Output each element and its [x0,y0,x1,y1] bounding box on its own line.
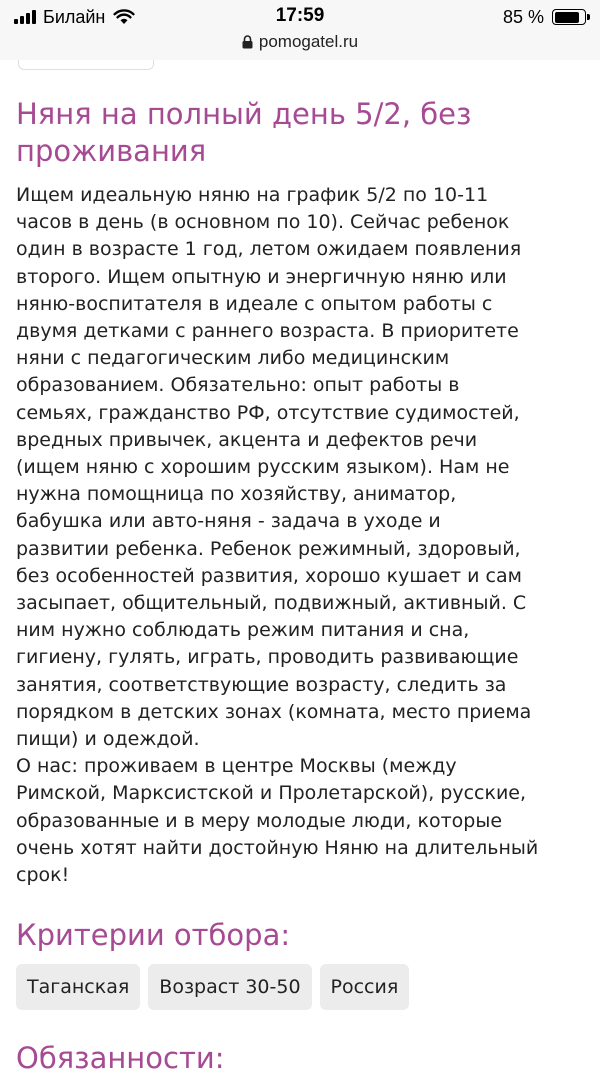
tag-metro[interactable]: Таганская [16,964,140,1010]
battery-fill [555,12,580,23]
duties-heading: Обязанности: [16,1041,225,1075]
listing-title: Няня на полный день 5/2, без проживания [16,97,472,168]
url-text: pomogatel.ru [258,32,359,51]
battery-percent: 85 % [502,6,544,27]
tag-age[interactable]: Возраст 30-50 [148,964,311,1010]
listing-content [16,96,586,1010]
clock: 17:59 [275,5,325,26]
listing-description: Ищем идеальную няню на график 5/2 по 10-11 часов в день (в основном по 10). Сейчас ребенок один в возрасте 1 год, летом ожидаем появления второго. Ищем опытную и энергичную няню или няню-воспитателя в идеале с опытом работы с двумя детками с раннего возраста. В приоритете няни с педагогическим либо медицинским образованием. Обязательно: опыт работы в семьях, гражданство РФ, отсутствие судимостей, вредных привычек, акцента и дефектов речи (ищем няню с хорошим русским языком). Нам не нужна помощница по хозяйству, аниматор, бабушка или авто-няня - задача в уходе и развитии ребенка. Ребенок режимный, здоровый, без особенностей развития, хорошо кушает и сам засыпает, общительный, подвижный, активный. С ним нужно соблюдать режим питания и сна, гигиену, гулять, играть, проводить развивающие занятия, соответствующие возрасту, следить за порядком в детских зонах (комната, место приема пищи) и одеждой. О нас: проживаем в центре Москвы (между Римской, Марксистской и Пролетарской), русские, образованные и в меру молодые люди, которые очень хотят найти достойную Няню на длительный срок! [16,184,539,887]
address-bar[interactable] [0,32,600,52]
criteria-heading: Критерии отбора: [16,918,291,953]
tag-citizenship[interactable]: Россия [320,964,410,1010]
carrier-name: Билайн [43,6,106,27]
battery-info [503,6,586,28]
lock-icon [242,35,253,49]
status-bar [0,0,600,60]
battery-icon [552,9,586,25]
criteria-tags [16,964,586,1010]
